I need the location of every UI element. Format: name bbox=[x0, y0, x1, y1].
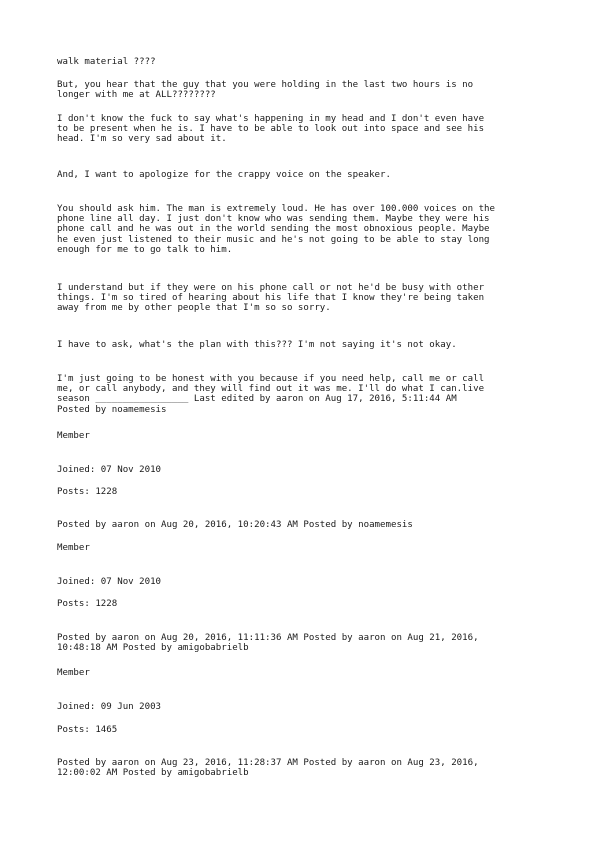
post-paragraph: And, I want to apologize for the crappy voice on the speaker. bbox=[57, 170, 391, 180]
post-paragraph: But, you hear that the guy that you were holding in the last two hours is no longer with me at ALL???????? bbox=[57, 80, 474, 101]
member-joined-date: Joined: 07 Nov 2010 bbox=[57, 577, 162, 587]
member-post-count: Posts: 1228 bbox=[57, 599, 118, 609]
post-paragraph: I have to ask, what's the plan with this??? I'm not saying it's not okay. bbox=[57, 340, 457, 350]
post-paragraph: I understand but if they were on his phone call or not he'd be busy with other things. I'm so tired of hearing about his life that I know they're being taken away from me by other people that I'm so so sorry. bbox=[57, 283, 485, 314]
member-joined-date: Joined: 09 Jun 2003 bbox=[57, 702, 162, 712]
member-post-count: Posts: 1228 bbox=[57, 487, 118, 497]
post-meta-line: Posted by aaron on Aug 20, 2016, 10:20:43 AM Posted by noamemesis bbox=[57, 520, 413, 530]
member-role: Member bbox=[57, 431, 90, 441]
member-role: Member bbox=[57, 668, 90, 678]
post-paragraph: I don't know the fuck to say what's happening in my head and I don't even have to be present when he is. I have to be able to look out into space and see his head. I'm so very sad about it. bbox=[57, 114, 485, 145]
member-post-count: Posts: 1465 bbox=[57, 725, 118, 735]
post-fragment-title: walk material ???? bbox=[57, 57, 156, 67]
post-paragraph-with-signature: I'm just going to be honest with you because if you need help, call me or call me, or call anybody, and they will find out it was me. I'll do what I can.live season _________________ Last edited by aaron on Aug 17, 2016, 5:11:44 AM Posted by noamemesis bbox=[57, 374, 485, 415]
member-joined-date: Joined: 07 Nov 2010 bbox=[57, 465, 162, 475]
member-role: Member bbox=[57, 543, 90, 553]
post-meta-line: Posted by aaron on Aug 23, 2016, 11:28:37 AM Posted by aaron on Aug 23, 2016, 12:00:02 AM Posted by amigobabrielb bbox=[57, 758, 479, 779]
post-meta-line: Posted by aaron on Aug 20, 2016, 11:11:36 AM Posted by aaron on Aug 21, 2016, 10:48:18 AM Posted by amigobabrielb bbox=[57, 633, 479, 654]
post-paragraph: You should ask him. The man is extremely loud. He has over 100.000 voices on the phone line all day. I just don't know who was sending them. Maybe they were his phone call and he was out in the world sending the most obnoxious people. Maybe he even just listened to their music and he's not going to be able to stay long enough for me to go talk to him. bbox=[57, 204, 495, 255]
